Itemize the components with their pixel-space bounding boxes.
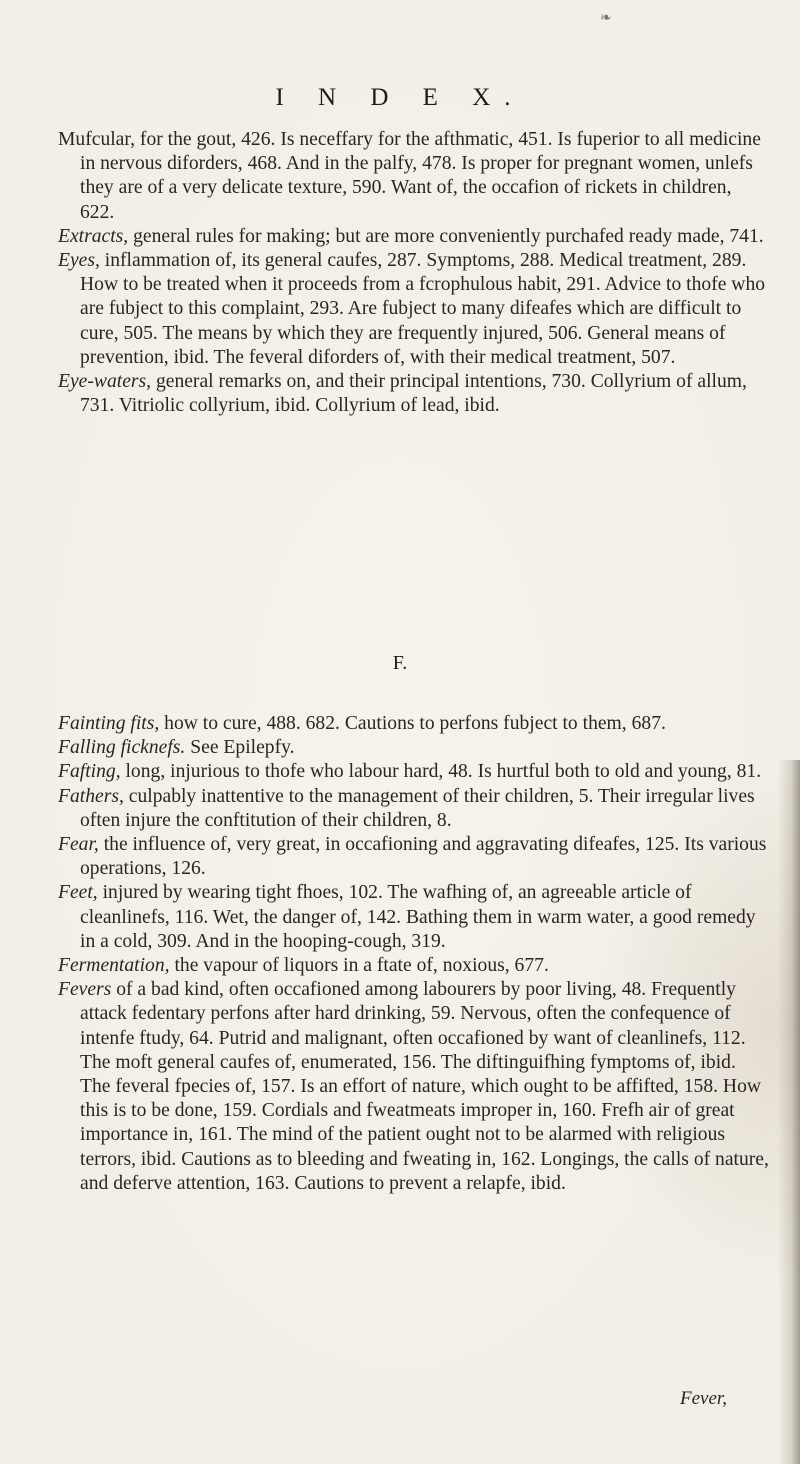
entry-head: Fainting fits, [58,713,160,734]
corner-mark: ❧ [600,11,612,26]
entry-head: Fevers [58,979,112,1001]
entry-text: Mufcular, for the gout, 426. Is neceffary for the afthmatic, 451. Is fuperior to all medicine in nervous diforders, 468. And in the palfy, 478. Is proper for pregnant women, unlefs they are of a very delicate texture, 590. Want of, the occafion of rickets in children, 622. [58,129,761,223]
section-letter: F. [392,652,408,674]
running-head: I N D E X. [275,84,525,111]
entry-head: Eye-waters, [58,371,152,393]
index-entry [58,954,770,978]
entry-text: the vapour of liquors in a ftate of, noxious, 677. [169,955,549,977]
entry-text: inflammation of, its general caufes, 287. Symptoms, 288. Medical treatment, 289. How to be treated when it proceeds from a fcrophulous habit, 291. Advice to thofe who are fubject to this complaint, 293. Are fubject to many difeafes which are difficult to cure, 505. The means by which they are frequently injured, 506. General means of prevention, ibid. The feveral diforders of, with their medical treatment, 507. [80,250,766,368]
entry-head: Fear, [58,834,99,856]
entry-head: Extracts, [58,225,129,247]
page-edge-shadow [778,760,800,1464]
index-entries-f [58,712,770,1196]
index-entry [58,128,770,225]
entry-text: general remarks on, and their principal intentions, 730. Collyrium of allum, 731. Vitriolic collyrium, ibid. Collyrium of lead, ibid. [80,371,747,417]
index-entry [58,833,770,881]
index-entry [58,881,770,954]
entry-text: how to cure, 488. 682. Cautions to perfons fubject to them, 687. [159,713,666,734]
entry-text: See Epilepfy. [185,737,295,759]
entry-head: Feet, [58,882,98,904]
entry-head: Fermentation, [58,955,170,977]
entry-head: Eyes, [58,250,100,272]
index-entry [58,712,770,736]
entry-head: Falling ficknefs. [58,737,186,759]
index-entry [58,760,770,784]
entry-text: long, injurious to thofe who labour hard, 48. Is hurtful both to old and young, 81. [120,761,762,783]
entry-text: of a bad kind, often occafioned among labourers by poor living, 48. Frequently attack fedentary perfons after hard drinking, 59. Nervous, often the confequence of intenfe ftudy, 64. Putrid and malignant, often occafioned by want of cleanlinefs, 112. The moft general caufes of, enumerated, 156. The diftinguifhing fymptoms of, ibid. The feveral fpecies of, 157. Is an effort of nature, which ought to be affifted, 158. How this is to be done, 159. Cordials and fweatmeats improper in, 160. Frefh air of great importance in, 161. The mind of the patient ought not to be alarmed with religious terrors, ibid. Cautions as to bleeding and fweating in, 162. Longings, the calls of nature, and deferve attention, 163. Cautions to prevent a relapfe, ibid. [80,979,769,1194]
entry-text: the influence of, very great, in occafioning and aggravating difeafes, 125. Its various operations, 126. [80,834,767,880]
index-entry [58,370,770,418]
entry-text: general rules for making; but are more conveniently purchafed ready made, 741. [128,225,764,247]
index-entry [58,785,770,833]
entry-text: culpably inattentive to the management of their children, 5. Their irregular lives often injure the conftitution of their children, 8. [80,785,755,831]
entry-head: Fathers, [58,785,124,807]
index-entry [58,978,770,1196]
index-entries-e [58,128,770,418]
index-entry [58,249,770,370]
catchword: Fever, [680,1388,727,1409]
index-entry [58,225,770,249]
entry-text: injured by wearing tight fhoes, 102. The wafhing of, an agreeable article of cleanlinefs, 116. Wet, the danger of, 142. Bathing them in warm water, a good remedy in a cold, 309. And in the hooping-cough, 319. [80,882,756,952]
entry-head: Fafting, [58,761,121,783]
index-entry [58,736,770,760]
